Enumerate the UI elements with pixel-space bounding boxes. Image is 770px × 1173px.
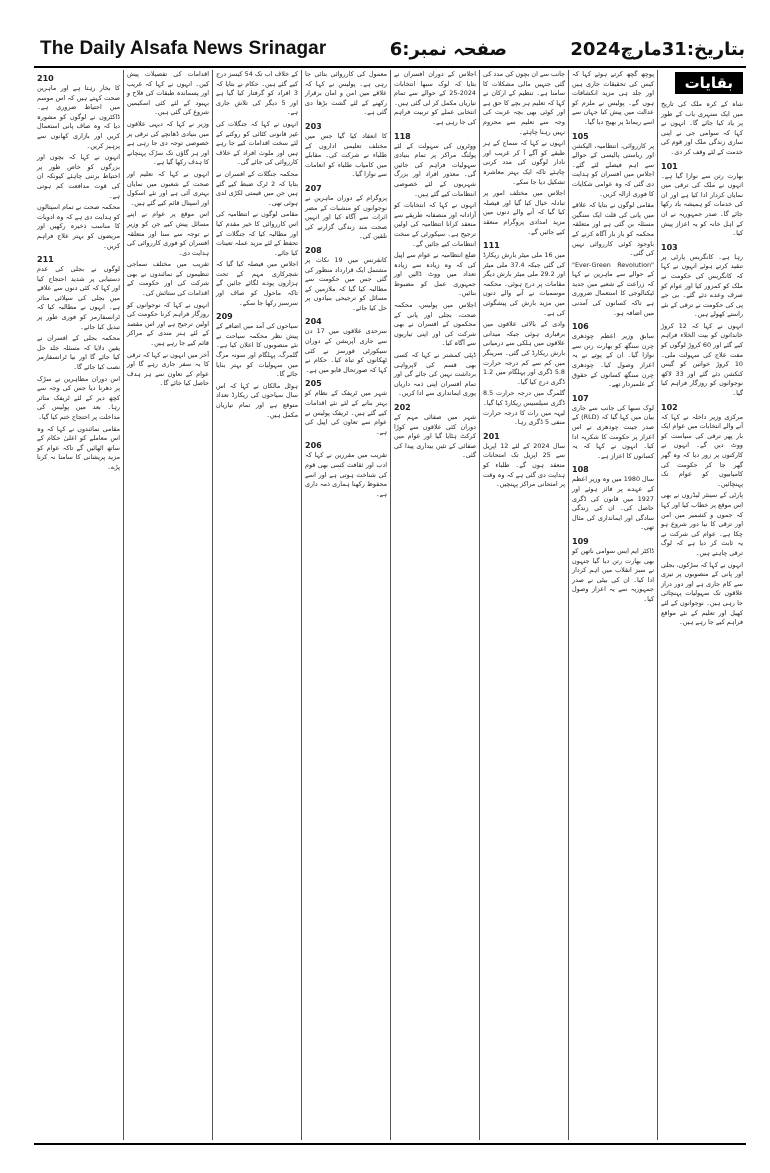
article-text: تقریب میں مقررین نے کہا کہ ادب اور ثقافت کسی بھی قوم کی شناخت ہوتی ہے اور اسے محفوظ رکھنا ہماری ذمہ داری ہے۔ (305, 451, 387, 498)
article-text: معمول کی کارروائی بتائی جا رہی ہے۔ پولیس نے کہا کہ علاقے میں امن و امان برقرار رکھنے کے لئے گشت بڑھا دی گئی ہے۔ (305, 70, 387, 117)
column-5 (301, 70, 390, 1140)
article-text: انہوں نے کہا کہ انتخابات کو آزادانہ اور منصفانہ طریقے سے منعقد کرانا انتظامیہ کی اولین ترجیح ہے۔ سیکورٹی کے سخت انتظامات کیے جائیں گے۔ (394, 201, 476, 248)
article-text: مقامی لوگوں نے انتظامیہ کی اس کارروائی کا خیر مقدم کیا اور مطالبہ کیا کہ جنگلات کے تحفظ کے لئے مزید عملہ تعینات کیا جائے۔ (216, 210, 298, 257)
article-text: شہر میں صفائی مہم کے دوران کئی علاقوں سے کوڑا کرکٹ ہٹایا گیا اور عوام میں صفائی کے تئیں بیداری پیدا کی گئی۔ (394, 413, 476, 460)
page-number: صفحہ نمبر:6 (389, 38, 507, 60)
item-number: 204 (305, 317, 322, 327)
item-number: 206 (305, 441, 322, 451)
article-text: بھارت رتن سے نوازا گیا ہے۔ انہوں نے ملک کی ترقی میں نمایاں کردار ادا کیا ہے اور ان کی خدمات کو ہمیشہ یاد رکھا جائے گا۔ صدر جمہوریہ نے ان کے اہل خانہ کو یہ اعزاز پیش کیا۔ (661, 171, 743, 238)
article-text: وادی کے بالائی علاقوں میں برفباری ہوئی جبکہ میدانی علاقوں میں ہلکی سے درمیانی بارش ریکارڈ کی گئی۔ سرینگر میں کم سے کم درجہ حرارت 5.8 ڈگری اور پہلگام میں 1.2 ڈگری درج کیا گیا۔ (483, 320, 565, 386)
article-text: ضلع انتظامیہ نے عوام سے اپیل کی کہ وہ زیادہ سے زیادہ تعداد میں ووٹ ڈالیں اور جمہوری عمل کو مضبوط بنائیں۔ (394, 251, 476, 298)
article-text: لوک سبھا کی جانب سے جاری بیان میں کہا گیا کہ (RLD) کے صدر جینت چودھری نے اس اعزاز پر حکومت کا شکریہ ادا کیا۔ انہوں نے کہا کہ یہ کسانوں کا اعزاز ہے۔ (572, 403, 655, 460)
columns-container (34, 70, 746, 1140)
article-text: مقامی نمائندوں نے کہا کہ وہ اس معاملے کو اعلیٰ حکام کے ساتھ اٹھائیں گے تاکہ عوام کو مزید پریشانی کا سامنا نہ کرنا پڑے۔ (37, 424, 120, 471)
article-text: وزیر نے کہا کہ دیہی علاقوں میں بنیادی ڈھانچے کی ترقی پر خصوصی توجہ دی جا رہی ہے اور ہر گاؤں تک سڑک پہنچانے کا ہدف رکھا گیا ہے۔ (127, 119, 209, 167)
article-text: اس دوران مظاہرین نے سڑک پر دھرنا دیا جس کی وجہ سے کچھ دیر کے لئے ٹریفک متاثر رہا۔ بعد میں پولیس کی مداخلت پر احتجاج ختم کیا گیا۔ (37, 374, 120, 421)
column-2 (568, 70, 657, 1140)
item-number: 211 (37, 255, 54, 265)
article-text: سرحدی علاقوں میں 17 دن سے جاری آپریشن کے دوران سیکورٹی فورسز نے کئی ٹھکانوں کو تباہ کیا۔ حکام نے کہا کہ صورتحال قابو میں ہے۔ (305, 327, 387, 374)
article-text: شاہ کے کرہ ملک کی تاریخ میں ایک سنہری باب کے طور پر یاد کیا جائے گا۔ انہوں نے کہا کہ سوامی جی نے اپنی ساری زندگی ملک اور قوم کی خدمت کے لئے وقف کر دی۔ (661, 100, 743, 156)
column-1 (657, 70, 746, 1140)
article-text: اجلاس میں مختلف امور پر تبادلہ خیال کیا گیا اور فیصلہ کیا گیا کہ آنے والے دنوں میں مزید امدادی پروگرام منعقد کیے جائیں گے۔ (483, 189, 565, 236)
article-text: انہوں نے کہا کہ بچوں اور بزرگوں کو خاص طور پر احتیاط برتنی چاہئے کیونکہ ان کی قوت مدافعت کم ہوتی ہے۔ (37, 153, 120, 200)
article-text: آخر میں انہوں نے کہا کہ ترقی کا یہ سفر جاری رہے گا اور عوام کے تعاون سے ہر ہدف حاصل کیا جائے گا۔ (127, 350, 209, 388)
item-number: 106 (572, 322, 589, 332)
article-text: پر کارروائی، انتظامیہ، الیکشن اور ریاستی پالیسی کے حوالے سے اہم فیصلے لئے گئے۔ اجلاس میں افسران کو ہدایت دی گئی کہ وہ عوامی شکایات کا فوری ازالہ کریں۔ (572, 141, 654, 198)
item-number: 209 (216, 312, 233, 322)
section-title: بقایات (675, 72, 743, 94)
article-text: محکمہ صحت نے تمام اسپتالوں کو ہدایت دی ہے کہ وہ ادویات کا مناسب ذخیرہ رکھیں اور مریضوں کو بہتر علاج فراہم کریں۔ (37, 203, 120, 250)
article-text: انہوں نے کہا کہ سڑکوں، بجلی اور پانی کے منصوبوں پر تیزی سے کام جاری ہے اور دور دراز علاقوں تک سہولیات پہنچائی جا رہی ہیں۔ نوجوانوں کے لئے کھیل اور تعلیم کے نئے مواقع فراہم کیے جا رہے ہیں۔ (661, 560, 743, 627)
article-text: اجلاس میں فیصلہ کیا گیا کہ شجرکاری مہم کے تحت ہزاروں پودے لگائے جائیں گے تاکہ ماحول کو صاف اور سرسبز رکھا جا سکے۔ (216, 260, 298, 307)
article-text: "Ever-Green Revolution" کے حوالے سے ماہرین نے کہا کہ زراعت کے شعبے میں جدید ٹیکنالوجی کا استعمال ضروری ہے تاکہ کسانوں کی آمدنی میں اضافہ ہو۔ (572, 260, 654, 317)
article-text: کا بخار رہتا ہے اور ماہرین صحت کہتے ہیں کہ اس موسم میں احتیاط ضروری ہے۔ ڈاکٹروں نے لوگوں کو مشورہ دیا کہ وہ صاف پانی استعمال کریں اور بازاری کھانوں سے پرہیز کریں۔ (37, 84, 120, 150)
column-3 (479, 70, 568, 1140)
article-text: انہوں نے کہا کہ تعلیم اور صحت کے شعبوں میں نمایاں بہتری آئی ہے اور نئے اسکول اور اسپتال قائم کیے گئے ہیں۔ (127, 169, 209, 207)
bottom-rule (34, 1143, 746, 1145)
article-text: شہر میں ٹریفک کے نظام کو بہتر بنانے کے لئے نئے اقدامات کیے گئے ہیں۔ ٹریفک پولیس نے عوام سے تعاون کی اپیل کی ہے۔ (305, 389, 387, 436)
item-number: 210 (37, 74, 54, 83)
item-number: 205 (305, 379, 322, 389)
item-number: 203 (305, 121, 322, 131)
column-6 (212, 70, 301, 1140)
item-number: 118 (394, 131, 411, 141)
item-number: 103 (661, 242, 678, 252)
article-text: اس موقع پر عوام نے اپنے مسائل پیش کیے جن کو وزیر نے توجہ سے سنا اور متعلقہ افسران کو فوری کارروائی کی ہدایت دی۔ (127, 210, 209, 257)
article-text: پروگرام کے دوران ماہرین نے نوجوانوں کو منشیات کے مضر اثرات سے آگاہ کیا اور انہیں صحت مند زندگی گزارنے کی تلقین کی۔ (305, 193, 387, 241)
paper-name: The Daily Alsafa News Srinagar (40, 38, 327, 59)
article-text: مقامی لوگوں نے بتایا کہ علاقے میں پانی کی قلت ایک سنگین مسئلہ بن گئی ہے اور متعلقہ محکمہ کو بار بار آگاہ کرنے کے باوجود کوئی کارروائی نہیں کی گئی۔ (572, 201, 654, 258)
item-number: 101 (661, 161, 678, 171)
article-text: جانب سے ان بچوں کی مدد کی گئی جنہیں مالی مشکلات کا سامنا ہے۔ تنظیم کے ارکان نے کہا کہ تعلیم ہر بچے کا حق ہے اور کوئی بھی بچہ غربت کی وجہ سے تعلیم سے محروم نہیں رہنا چاہئے۔ (483, 70, 565, 136)
article-text: محکمہ بجلی کے افسران نے یقین دلایا کہ مسئلہ جلد حل کیا جائے گا اور نیا ٹرانسفارمر نصب کیا جائے گا۔ (37, 334, 120, 372)
column-7 (123, 70, 212, 1140)
article-text: سابق وزیر اعظم چودھری چرن سنگھ کو بھارت رتن سے نوازا گیا۔ ان کے پوتے نے یہ اعزاز وصول کیا۔ چودھری چرن سنگھ کسانوں کے حقوق کے علمبردار تھے۔ (572, 332, 654, 389)
item-number: 207 (305, 183, 322, 193)
item-number: 109 (572, 536, 589, 546)
article-text: کانفرنس میں 19 نکات پر مشتمل ایک قرارداد منظور کی گئی جس میں حکومت سے مطالبہ کیا گیا کہ ملازمین کے مسائل کو ترجیحی بنیادوں پر حل کیا جائے۔ (305, 255, 388, 312)
item-number: 102 (661, 402, 678, 412)
article-text: سال 2024 کے لئے 12 اپریل سے 25 اپریل تک امتحانات منعقد ہوں گے۔ طلباء کو ہدایت دی گئی ہے کہ وہ وقت پر امتحانی مراکز پہنچیں۔ (483, 441, 566, 489)
masthead (40, 34, 745, 64)
article-text: تقریب میں مختلف سماجی تنظیموں کے نمائندوں نے بھی شرکت کی اور حکومت کے اقدامات کی ستائش کی۔ (127, 260, 209, 298)
item-number: 208 (305, 245, 322, 255)
article-text: کا انعقاد کیا گیا جس میں مختلف تعلیمی اداروں کے طلباء نے شرکت کی۔ مقابلے میں کامیاب طلباء کو انعامات سے نوازا گیا۔ (305, 131, 387, 179)
article-text: کے خلاف اب تک 54 کیسز درج کیے گئے ہیں۔ حکام نے بتایا کہ 3 افراد کو گرفتار کیا گیا ہے اور 5 دیگر کی تلاش جاری ہے۔ (216, 70, 298, 117)
top-rule (34, 66, 746, 68)
article-text: گلمرگ میں درجہ حرارت 8.5 ڈگری سیلسیس ریکارڈ کیا گیا۔ لیہہ میں رات کا درجہ حرارت منفی 5 ڈگری رہا۔ (483, 389, 565, 427)
article-text: محکمہ جنگلات کے افسران نے بتایا کہ 2 ٹرک ضبط کیے گئے ہیں جن میں قیمتی لکڑی لدی ہوئی تھی۔ (216, 169, 298, 207)
article-text: ڈپٹی کمشنر نے کہا کہ کسی بھی قسم کی لاپرواہی برداشت نہیں کی جائے گی اور تمام افسران اپنی ذمہ داریاں پوری ایمانداری سے ادا کریں۔ (394, 351, 476, 398)
article-text: لوگوں نے بجلی کی عدم دستیابی پر شدید احتجاج کیا اور کہا کہ کئی دنوں سے علاقے میں بجلی کی سپلائی متاثر ہے۔ انہوں نے مطالبہ کیا کہ ٹرانسفارمر کو فوری طور پر تبدیل کیا جائے۔ (37, 265, 120, 331)
article-text: ووٹروں کی سہولت کے لئے پولنگ مراکز پر تمام بنیادی سہولیات فراہم کی جائیں گی۔ معذور افراد اور بزرگ شہریوں کے لئے خصوصی انتظامات کیے گئے ہیں۔ (394, 141, 476, 198)
article-text: انہوں نے کہا کہ نوجوانوں کو روزگار فراہم کرنا حکومت کی اولین ترجیح ہے اور اس مقصد کے لئے ہنر مندی کے مراکز قائم کیے جا رہے ہیں۔ (127, 300, 209, 348)
article-text: انہوں نے کہا کہ 12 کروڑ خاندانوں کو بیت الخلاء فراہم کیے گئے اور 60 کروڑ لوگوں کو مفت علاج کی سہولت ملی۔ 10 کروڑ خواتین کو گیس کنکشن دئے گئے اور 33 لاکھ نوجوانوں کو روزگار فراہم کیا گیا۔ (661, 321, 743, 398)
article-text: پوچھ گچھ کرتے ہوئے کہا کہ کیس کی تحقیقات جاری ہیں اور جلد ہی مزید انکشافات ہوں گے۔ پولیس نے ملزم کو عدالت میں پیش کیا جہاں سے اسے ریمانڈ پر بھیج دیا گیا۔ (572, 70, 654, 126)
column-8 (34, 70, 123, 1140)
article-text: اقدامات کی تفصیلات پیش کیں۔ انہوں نے کہا کہ غریب اور پسماندہ طبقات کی فلاح و بہبود کے لئے کئی اسکیمیں شروع کی گئی ہیں۔ (127, 70, 209, 117)
item-number: 108 (572, 465, 589, 475)
column-4 (390, 70, 479, 1140)
item-number: 111 (483, 241, 500, 251)
article-text: ہوٹل مالکان نے کہا کہ اس سال سیاحوں کی ریکارڈ تعداد متوقع ہے اور تمام تیاریاں مکمل ہیں۔ (216, 381, 298, 419)
article-text: اجلاس کے دوران افسران نے بتایا کہ لوک سبھا انتخابات 2024-25 کے حوالے سے تمام تیاریاں مکمل کر لی گئی ہیں۔ انتخابی عملے کو تربیت فراہم کی جا رہی ہے۔ (394, 70, 476, 126)
article-text: سیاحوں کی آمد میں اضافے کے پیش نظر محکمہ سیاحت نے نئے منصوبوں کا اعلان کیا ہے۔ گلمرگ، پہلگام اور سونہ مرگ میں سہولیات کو بہتر بنایا جائے گا۔ (216, 322, 298, 379)
item-number: 107 (572, 393, 589, 403)
article-text: انہوں نے کہا کہ سماج کے ہر طبقے کو آگے آ کر غریب اور نادار لوگوں کی مدد کرنی چاہئے تاکہ ایک بہتر معاشرہ تشکیل دیا جا سکے۔ (483, 139, 565, 186)
article-text: رہا ہے۔ کانگریس پارٹی پر تنقید کرتے ہوئے انہوں نے کہا کہ کانگریس کی حکومت نے ملک کو کمزور کیا اور عوام کو صرف وعدے دئے گئے۔ بی جے پی کی حکومت نے ترقی کے نئے راستے کھولے ہیں۔ (661, 252, 743, 319)
item-number: 202 (394, 403, 411, 412)
article-text: اجلاس میں پولیس، محکمہ صحت، بجلی اور پانی کے محکموں کے افسران نے بھی شرکت کی اور اپنی تیاریوں سے آگاہ کیا۔ (394, 301, 476, 348)
article-text: سال 1980 میں وہ وزیر اعظم کے عہدے پر فائز ہوئے اور 1927 میں قانون کی ڈگری حاصل کی۔ ان کی زندگی سادگی اور ایمانداری کی مثال تھی۔ (572, 475, 654, 532)
article-text: انہوں نے کہا کہ جنگلات کی غیر قانونی کٹائی کو روکنے کے لئے سخت اقدامات کیے جا رہے ہیں اور ملوث افراد کے خلاف کارروائی کی جائے گی۔ (216, 119, 298, 167)
item-number: 105 (572, 131, 589, 141)
article-text: میں 16 ملی میٹر بارش ریکارڈ کی گئی جبکہ 37.4 ملی میٹر اور 29.2 ملی میٹر بارش دیگر مقامات پر درج ہوئی۔ محکمہ موسمیات نے آنے والے دنوں میں مزید بارش کی پیشگوئی کی ہے۔ (483, 251, 566, 317)
article-text: پارٹی کے سینئر لیڈروں نے بھی اس موقع پر خطاب کیا اور کہا کہ جموں و کشمیر میں امن اور ترقی کا نیا دور شروع ہو چکا ہے۔ عوام کی شرکت نے یہ ثابت کر دیا ہے کہ لوگ ترقی چاہتے ہیں۔ (661, 491, 743, 557)
issue-date: بتاریخ:31مارچ2024 (570, 38, 745, 60)
article-text: مرکزی وزیر داخلہ نے کہا کہ آنے والے انتخابات میں عوام ایک بار پھر ترقی کی سیاست کو ووٹ دیں گے۔ انہوں نے کارکنوں پر زور دیا کہ وہ گھر گھر جا کر حکومت کی کامیابیوں کو عوام تک پہنچائیں۔ (661, 412, 743, 488)
article-text: ڈاکٹر ایم ایس سوامی ناتھن کو بھی بھارت رتن دیا گیا جنہوں نے سبز انقلاب میں اہم کردار ادا کیا۔ ان کی بیٹی نے صدر جمہوریہ سے یہ اعزاز وصول کیا۔ (572, 546, 654, 603)
item-number: 201 (483, 431, 500, 441)
